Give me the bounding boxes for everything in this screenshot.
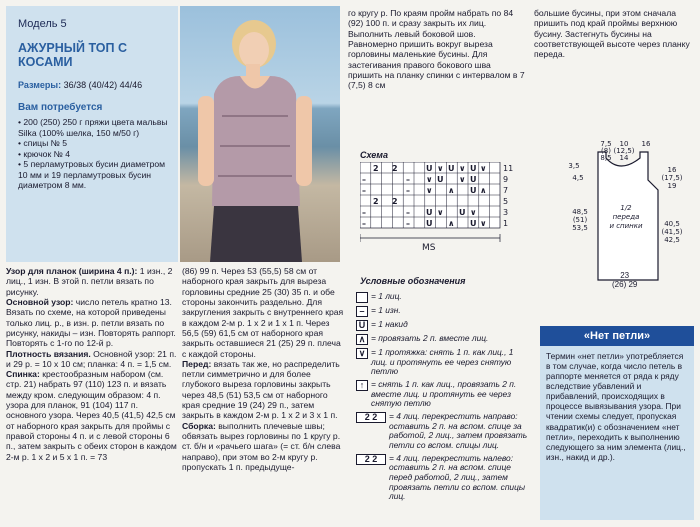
model-photo	[180, 6, 340, 262]
legend-item	[356, 292, 531, 303]
instructions-column-4: большие бусины, при этом сначала пришить под край проймы верхнюю бусину. Застегнуть бусины на соответствующей высоте через планку переда.	[534, 8, 690, 60]
double-decrease-symbol: ↑	[356, 380, 368, 391]
row-number: 3	[503, 208, 509, 217]
paragraph	[182, 266, 344, 359]
svg-text:–: –	[362, 219, 366, 228]
svg-text:U: U	[470, 164, 477, 173]
svg-text:∧: ∧	[448, 186, 455, 195]
legend-item	[356, 380, 531, 409]
svg-text:U: U	[426, 208, 433, 217]
svg-text:U: U	[448, 164, 455, 173]
term: Плотность вязания.	[6, 348, 91, 359]
svg-text:–: –	[406, 208, 410, 217]
legend-item	[356, 348, 531, 377]
svg-text:∨: ∨	[437, 164, 444, 173]
instructions-column-2	[182, 266, 344, 472]
purl-symbol: –	[356, 306, 368, 317]
dim-body: 40,5 (41,5) 42,5	[661, 220, 683, 244]
materials-item: • спицы № 5	[18, 138, 68, 149]
knit-symbol	[356, 292, 368, 303]
svg-text:–: –	[362, 186, 366, 195]
row-number: 11	[503, 164, 514, 173]
legend	[356, 292, 531, 505]
legend-text: = 1 протяжка: снять 1 п. как лиц., 1 лиц. и протянуть ее через снятую петлю	[371, 347, 514, 377]
model-title: АЖУРНЫЙ ТОП С КОСАМИ	[18, 40, 128, 70]
note-body: Термин «нет петли» употребляется в том случае, когда число петель в раппорте меняется от ряда к ряду вследствие убавлений и прибавлений, происходящих в процессе вывязывания узора. При чтении схемы следует, пропуская квадратик(и) с обозначением «нет петли», переходить к выполнению следующего за ним элемента (лиц., изн., накид и др.).	[540, 346, 694, 520]
paragraph	[6, 349, 178, 370]
legend-text: = 1 изн.	[371, 305, 401, 315]
text: выполнить плечевые швы; обвязать вырез горловины по 1 кругу р. ст. б/н и «рачьего шага» (= ст. б/н слева направо), при этом во 2-м кругу р. пропускать 1 п. предыдуще-	[182, 420, 341, 472]
legend-text: = 4 лиц. перекрестить направо: оставить 2 п. на вспом. спице за работой, 2 лиц., затем провязать петли со вспом. спицы лиц.	[389, 410, 528, 450]
svg-text:–: –	[406, 186, 410, 195]
yarn-over-symbol: U	[356, 320, 368, 331]
garment-schematic	[560, 140, 690, 290]
materials-item: • 200 (250) 250 г пряжи цвета мальвы Silka (100% шелка, 150 м/50 г)	[18, 117, 168, 138]
pattern-header	[6, 6, 178, 262]
dim-side1: 3,5	[568, 162, 580, 170]
text: (86) 99 п. Через 53 (55,5) 58 см от наборного края закрыть для выреза горловины средние 25 (30) 35 п. и обе стороны закончить раздельно. Для закругления закрыть с внутреннего края в каждом 2-м р. 1 х 2 и 1 х 1 п. Через 56,5 (59) 61,5 см от наборного края закрыть оставшиеся 21 (25) 29 п. плеча с каждой стороны.	[182, 266, 344, 359]
paragraph	[182, 421, 344, 473]
term: Основной узор:	[6, 296, 74, 307]
cable-left-symbol: 2 2	[356, 454, 386, 465]
row-number: 7	[503, 186, 509, 195]
paragraph	[6, 266, 178, 297]
svg-text:U: U	[470, 175, 477, 184]
sizes-label: Размеры:	[18, 79, 62, 90]
svg-text:–: –	[406, 175, 410, 184]
term: Сборка:	[182, 420, 216, 431]
instructions-column-3: го кругу р. По краям пройм набрать по 84 (92) 100 п. и сразу закрыть их лиц. Выполнить левый боковой шов. Равномерно пришить вокруг выреза горловины маленькие бусины. Для застегивания правого бокового шва пришить на планку спинки с интервалом в 7 (7,5) 8 см	[348, 8, 525, 91]
svg-text:2: 2	[373, 197, 379, 206]
svg-text:∧: ∧	[480, 186, 487, 195]
legend-text: = 1 накид	[371, 319, 408, 329]
svg-text:U: U	[470, 219, 477, 228]
svg-text:U: U	[437, 175, 444, 184]
instructions-column-1	[6, 266, 178, 462]
svg-text:2: 2	[392, 197, 398, 206]
legend-item	[356, 306, 531, 317]
note-title: «Нет петли»	[540, 326, 694, 346]
knitting-chart	[360, 162, 530, 252]
row-number: 1	[503, 219, 509, 228]
text: 1 изн., 2 лиц., 1 изн. В этой п. петли вязать по рисунку.	[6, 266, 173, 297]
slip-symbol: ∨	[356, 348, 368, 359]
term: Спинка:	[6, 369, 40, 380]
dim-width-line-1: 23	[620, 271, 630, 280]
cable-right-symbol: 2 2	[356, 412, 386, 423]
dim-shoulder: 16	[641, 140, 651, 148]
svg-text:∨: ∨	[437, 208, 444, 217]
dim-top: 7,5 (8) 8,5	[600, 140, 612, 162]
row-number: 9	[503, 175, 509, 184]
legend-text: = провязать 2 п. вместе лиц.	[371, 333, 489, 343]
svg-text:∨: ∨	[426, 186, 433, 195]
dim-width-line-2: (26) 29	[612, 279, 638, 289]
dim-neck: 10 (12,5) 14	[613, 140, 635, 162]
materials-title: Вам потребуется	[18, 102, 103, 114]
svg-text:∨: ∨	[470, 208, 477, 217]
text: крестообразным набором (см. стр. 21) набрать 97 (110) 123 п. и вязать между кром. следующим образом: 4 п. узора для планок, 91 (104) 117 п. основного узора. Через 40,5 (41,5) 42,5 см от наборного края закрыть для проймы с правой стороны 4 п. и с левой стороны 6 п., затем закрыть с обеих сторон в каждом 2-м р. 1 х 2 и 5 х 1 п. = 73	[6, 369, 177, 462]
svg-text:∨: ∨	[480, 164, 487, 173]
dim-side2: 4,5	[572, 174, 584, 182]
materials-item: • крючок № 4	[18, 148, 70, 159]
svg-text:2: 2	[373, 164, 379, 173]
photo-illustration	[180, 6, 340, 262]
legend-text: = 4 лиц. перекрестить налево: оставить 2 п. на вспом. спице перед работой, 2 лиц., затем провязать петли со вспом. спицы лиц.	[389, 452, 526, 502]
text: вязать так же, но распределить петли симметрично и для более глубокого выреза горловины закрыть через 48,5 (51) 53,5 см от наборного края средние 19 (24) 29 п., затем закрыть в каждом 2-м р. 1 х 2 и 3 х 1 п.	[182, 358, 340, 421]
svg-text:U: U	[426, 164, 433, 173]
text: число петель кратно 13. Вязать по схеме, на которой приведены только лиц. р., в изн. р. петли вязать по рисунку, накиды – изн. Повторять раппорт. Повторять с 1-го по 12-й р.	[6, 296, 176, 349]
svg-text:∧: ∧	[448, 219, 455, 228]
dim-armhole: 16 (17,5) 19	[661, 166, 683, 190]
legend-text: = снять 1 п. как лиц., провязать 2 п. вместе лиц. и протянуть ее через снятую петлю	[371, 378, 517, 409]
svg-text:U: U	[426, 219, 433, 228]
svg-text:∨: ∨	[459, 175, 466, 184]
dim-width	[612, 272, 637, 290]
svg-text:–: –	[362, 208, 366, 217]
paragraph	[6, 369, 178, 462]
legend-item	[356, 454, 531, 502]
model-number: Модель 5	[18, 18, 67, 30]
row-number: 5	[503, 197, 509, 206]
legend-item	[356, 320, 531, 331]
legend-item	[356, 412, 531, 451]
text: Основной узор: 21 п. и 29 р. = 10 х 10 см; планка: 4 п. = 1,5 см.	[6, 348, 177, 369]
materials-list	[18, 117, 168, 190]
legend-text: = 1 лиц.	[371, 291, 402, 301]
svg-text:∨: ∨	[426, 175, 433, 184]
term: Узор для планок (ширина 4 п.):	[6, 266, 138, 276]
materials-item: • 5 перламутровых бусин диаметром 10 мм и 19 перламутровых бусин диаметром 8 мм.	[18, 159, 166, 191]
paragraph	[182, 359, 344, 421]
svg-text:∨: ∨	[459, 164, 466, 173]
svg-text:U: U	[459, 208, 466, 217]
svg-text:–: –	[406, 219, 410, 228]
dim-total: 48,5 (51) 53,5	[572, 208, 588, 232]
k2tog-symbol: ∧	[356, 334, 368, 345]
term: Перед:	[182, 358, 212, 369]
sizes	[18, 80, 168, 91]
legend-title: Условные обозначения	[360, 276, 466, 286]
paragraph	[6, 297, 178, 349]
repeat-label: MS	[422, 243, 436, 252]
legend-item	[356, 334, 531, 345]
svg-text:∨: ∨	[480, 219, 487, 228]
svg-text:U: U	[470, 186, 477, 195]
piece-label: 1/2 переда и спинки	[609, 204, 643, 230]
sizes-value: 36/38 (40/42) 44/46	[63, 79, 143, 90]
chart-title: Схема	[360, 150, 388, 160]
svg-text:2: 2	[392, 164, 398, 173]
svg-text:–: –	[362, 175, 366, 184]
